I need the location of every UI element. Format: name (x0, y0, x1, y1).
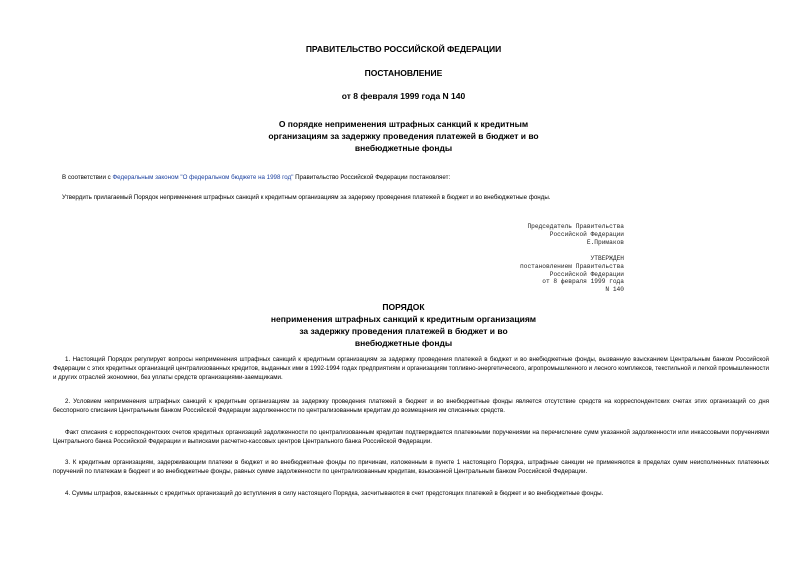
signature-line: Российской Федерации (549, 230, 624, 238)
approval-line: постановлением Правительства (520, 262, 624, 270)
paragraph-3: 3. К кредитным организациям, задерживающим платежи в бюджет и во внебюджетные фонды по причинам, изложенным в пункте 1 настоящего Порядка, штрафные санкции не применяются в пределах сумм неисполненных платежных поручений по платежам в бюджет и во внебюджетные фонды, равных сумме задолженности по централизованным кредитам, взысканной Центральным банком Российской Федерации. (53, 459, 769, 475)
paragraph-2-note: Факт списания с корреспондентских счетов кредитных организаций задолженности по централизованным кредитам подтверждается платежными поручениями на перечисление сумм указанной задолженности или инкассовыми поручениями Центрального банка Российской Федерации и выписками расчетно-кассовых центров Центрального банка Российской Федерации. (53, 429, 769, 445)
approval-line: от 8 февраля 1999 года (542, 278, 624, 286)
decree-title-line-2: организациям за задержку проведения платежей в бюджет и во (268, 131, 539, 141)
preamble-prefix: В соответствии с (62, 174, 113, 181)
signature-line: Председатель Правительства (527, 223, 624, 230)
doc-type-heading: ПОСТАНОВЛЕНИЕ (364, 68, 443, 78)
approval-line: N 140 (605, 286, 624, 294)
approval-line: Российской Федерации (549, 270, 624, 278)
date-line: от 8 февраля 1999 года N 140 (341, 91, 466, 101)
decree-title-line-3: внебюджетные фонды (354, 143, 453, 153)
signature-block (527, 223, 624, 246)
procedure-title: ПОРЯДОК (382, 302, 425, 312)
paragraph-2: 2. Условием неприменения штрафных санкций к кредитным организациям за задержку проведения платежей в бюджет и во внебюджетные фонды является отсутствие средств на корреспондентских счетах этих организаций со дня бесспорного списания Центральным банком Российской Федерации задолженности по централизованным кредитам до возмещения им списанных средств. (53, 398, 769, 414)
procedure-subtitle-line-3: внебюджетные фонды (354, 338, 453, 348)
preamble-suffix: Правительство Российской Федерации постановляет: (293, 174, 451, 181)
government-heading: ПРАВИТЕЛЬСТВО РОССИЙСКОЙ ФЕДЕРАЦИИ (305, 44, 502, 54)
paragraph-4: 4. Суммы штрафов, взысканных с кредитных организаций до вступления в силу настоящего Порядка, засчитываются в счет предстоящих платежей в бюджет и во внебюджетные фонды. (65, 490, 604, 497)
approve-paragraph: Утвердить прилагаемый Порядок неприменения штрафных санкций к кредитным организациям за задержку проведения платежей в бюджет и во внебюджетные фонды. (62, 194, 551, 201)
procedure-subtitle-line-1: неприменения штрафных санкций к кредитным организациям (270, 314, 537, 324)
approval-block (520, 255, 624, 294)
signature-name: Е.Примаков (586, 238, 624, 246)
paragraph-1: 1. Настоящий Порядок регулирует вопросы неприменения штрафных санкций к кредитным организациям за задержку проведения платежей в бюджет и во внебюджетные фонды, вызванную взысканием Центральным банком Российской Федерации с этих кредитных организаций централизованных кредитов, выданных ими в 1992-1994 годах предприятиям и организациям топливно-энергетического, агропромышленного и лесного комплексов, текстильной и легкой промышленности и других отраслей экономики, без уплаты средств организациями-заемщиками. (53, 356, 769, 381)
procedure-subtitle-line-2: за задержку проведения платежей в бюджет и во (299, 326, 508, 336)
preamble (62, 173, 762, 182)
federal-law-link[interactable]: Федеральным законом "О федеральном бюджете на 1998 год" (112, 174, 294, 181)
decree-title-line-1: О порядке неприменения штрафных санкций к кредитным (278, 119, 529, 129)
approval-line: УТВЕРЖДЕН (590, 255, 624, 262)
